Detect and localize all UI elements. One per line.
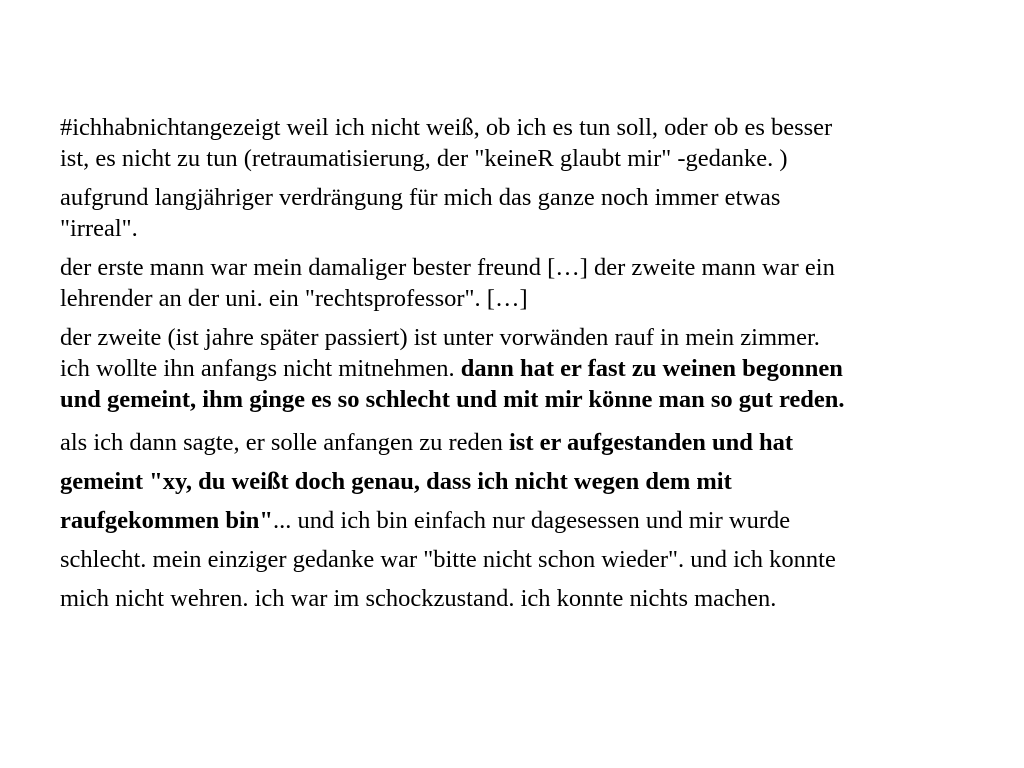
text-run: ... und ich bin einfach nur dagesessen und mir wurde	[273, 507, 791, 534]
text-run: ich wollte ihn anfangs nicht mitnehmen.	[60, 355, 461, 382]
text-line: der zweite (ist jahre später passiert) ist unter vorwänden rauf in mein zimmer.	[60, 324, 820, 351]
text-line: schlecht. mein einziger gedanke war "bitte nicht schon wieder". und ich konnte	[60, 546, 836, 573]
bold-text-run: gemeint "xy, du weißt doch genau, dass ich nicht wegen dem mit	[60, 468, 732, 495]
text-line: ist, es nicht zu tun (retraumatisierung, der "keineR glaubt mir" -gedanke. )	[60, 145, 788, 172]
text-line: #ichhabnichtangezeigt weil ich nicht weiß, ob ich es tun soll, oder ob es besser	[60, 114, 833, 141]
text-run: als ich dann sagte, er solle anfangen zu reden	[60, 429, 509, 456]
bold-text-run: dann hat er fast zu weinen begonnen	[460, 355, 843, 382]
text-line	[60, 501, 995, 540]
text-line	[60, 353, 995, 384]
paragraph-shock	[60, 423, 995, 618]
bold-text-run: raufgekommen bin"	[60, 507, 274, 534]
bold-text-run: ist er aufgestanden und hat	[508, 429, 794, 456]
paragraph-two-men	[60, 252, 995, 314]
bold-text-run: und gemeint, ihm ginge es so schlecht und mit mir könne man so gut reden.	[60, 386, 845, 413]
text-line: mich nicht wehren. ich war im schockzustand. ich konnte nichts machen.	[60, 585, 777, 612]
text-line: der erste mann war mein damaliger bester freund […] der zweite mann war ein	[60, 254, 835, 281]
text-line	[60, 462, 995, 501]
text-line	[60, 384, 995, 415]
text-line: lehrender an der uni. ein "rechtsprofessor". […]	[60, 285, 528, 312]
paragraph-hashtag-intro	[60, 112, 995, 174]
paragraph-second-man	[60, 322, 995, 415]
slide-text-body	[60, 112, 995, 626]
paragraph-repression	[60, 182, 995, 244]
text-line: "irreal".	[60, 215, 138, 242]
text-line: aufgrund langjähriger verdrängung für mich das ganze noch immer etwas	[60, 184, 781, 211]
text-line	[60, 423, 995, 462]
